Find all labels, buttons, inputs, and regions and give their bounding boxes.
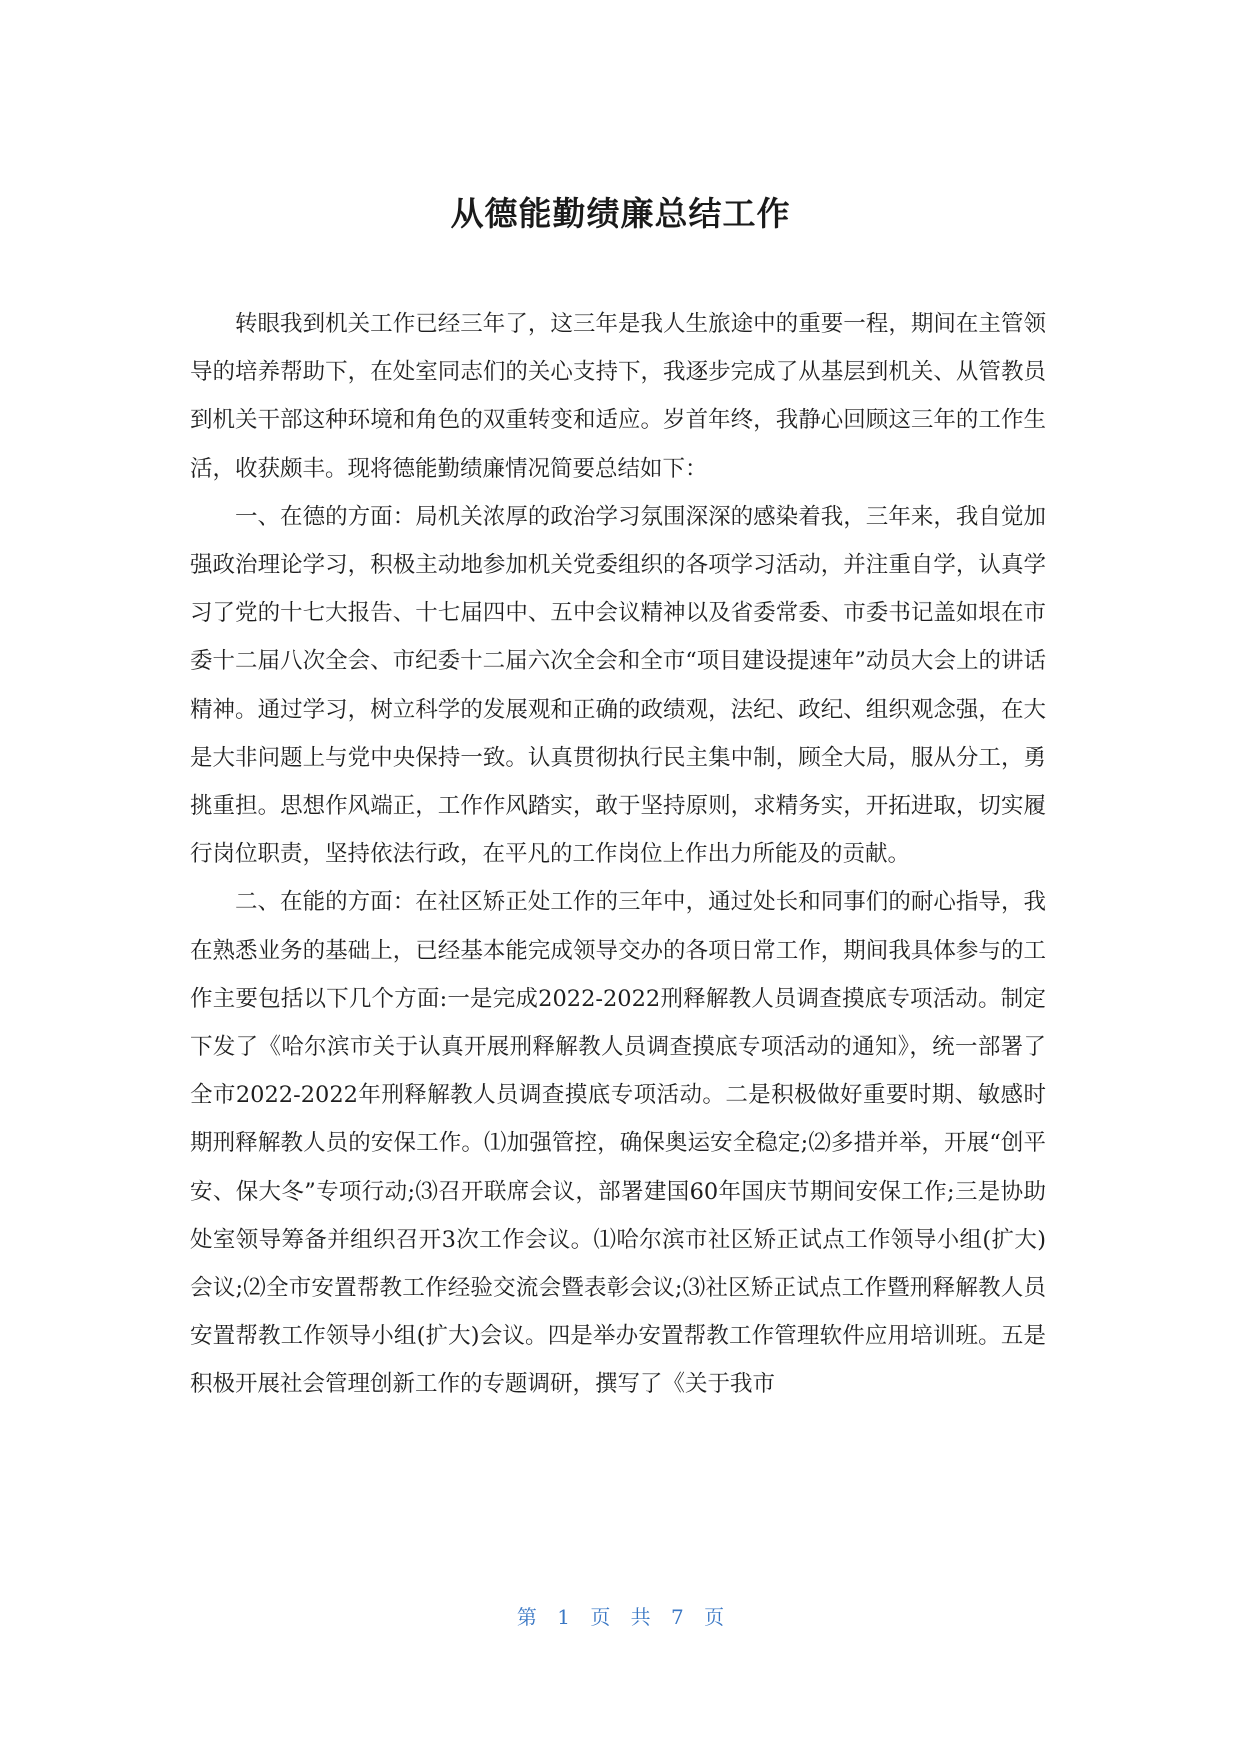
paragraph-ability: 二、在能的方面：在社区矫正处工作的三年中，通过处长和同事们的耐心指导，我在熟悉业务的基础上，已经基本能完成领导交办的各项日常工作，期间我具体参与的工作主要包括以下几个方面:一是完成2022-2022刑释解教人员调查摸底专项活动。制定下发了《哈尔滨市关于认真开展刑释解教人员调查摸底专项活动的通知》，统一部署了全市2022-2022年刑释解教人员调查摸底专项活动。二是积极做好重要时期、敏感时期刑释解教人员的安保工作。⑴加强管控，确保奥运安全稳定;⑵多措并举，开展“创平安、保大冬”专项行动;⑶召开联席会议，部署建国60年国庆节期间安保工作;三是协助处室领导筹备并组织召开3次工作会议。⑴哈尔滨市社区矫正试点工作领导小组(扩大)会议;⑵全市安置帮教工作经验交流会暨表彰会议;⑶社区矫正试点工作暨刑释解教人员安置帮教工作领导小组(扩大)会议。四是举办安置帮教工作管理软件应用培训班。五是积极开展社会管理创新工作的专题调研，撰写了《关于我市	[190, 889, 1046, 1398]
document-body	[190, 300, 1046, 1409]
document-title: 从德能勤绩廉总结工作	[450, 194, 791, 233]
page-number: 第 1 页 共 7 页	[516, 1605, 725, 1629]
paragraph-morality: 一、在德的方面：局机关浓厚的政治学习氛围深深的感染着我，三年来，我自觉加强政治理论学习，积极主动地参加机关党委组织的各项学习活动，并注重自学，认真学习了党的十七大报告、十七届四中、五中会议精神以及省委常委、市委书记盖如垠在市委十二届八次全会、市纪委十二届六次全会和全市“项目建设提速年”动员大会上的讲话精神。通过学习，树立科学的发展观和正确的政绩观，法纪、政纪、组织观念强，在大是大非问题上与党中央保持一致。认真贯彻执行民主集中制，顾全大局，服从分工，勇挑重担。思想作风端正，工作作风踏实，敢于坚持原则，求精务实，开拓进取，切实履行岗位职责，坚持依法行政，在平凡的工作岗位上作出力所能及的贡献。	[190, 503, 1046, 868]
paragraph-intro: 转眼我到机关工作已经三年了，这三年是我人生旅途中的重要一程，期间在主管领导的培养帮助下，在处室同志们的关心支持下，我逐步完成了从基层到机关、从管教员到机关干部这种环境和角色的双重转变和适应。岁首年终，我静心回顾这三年的工作生活，收获颇丰。现将德能勤绩廉情况简要总结如下：	[190, 311, 1046, 482]
